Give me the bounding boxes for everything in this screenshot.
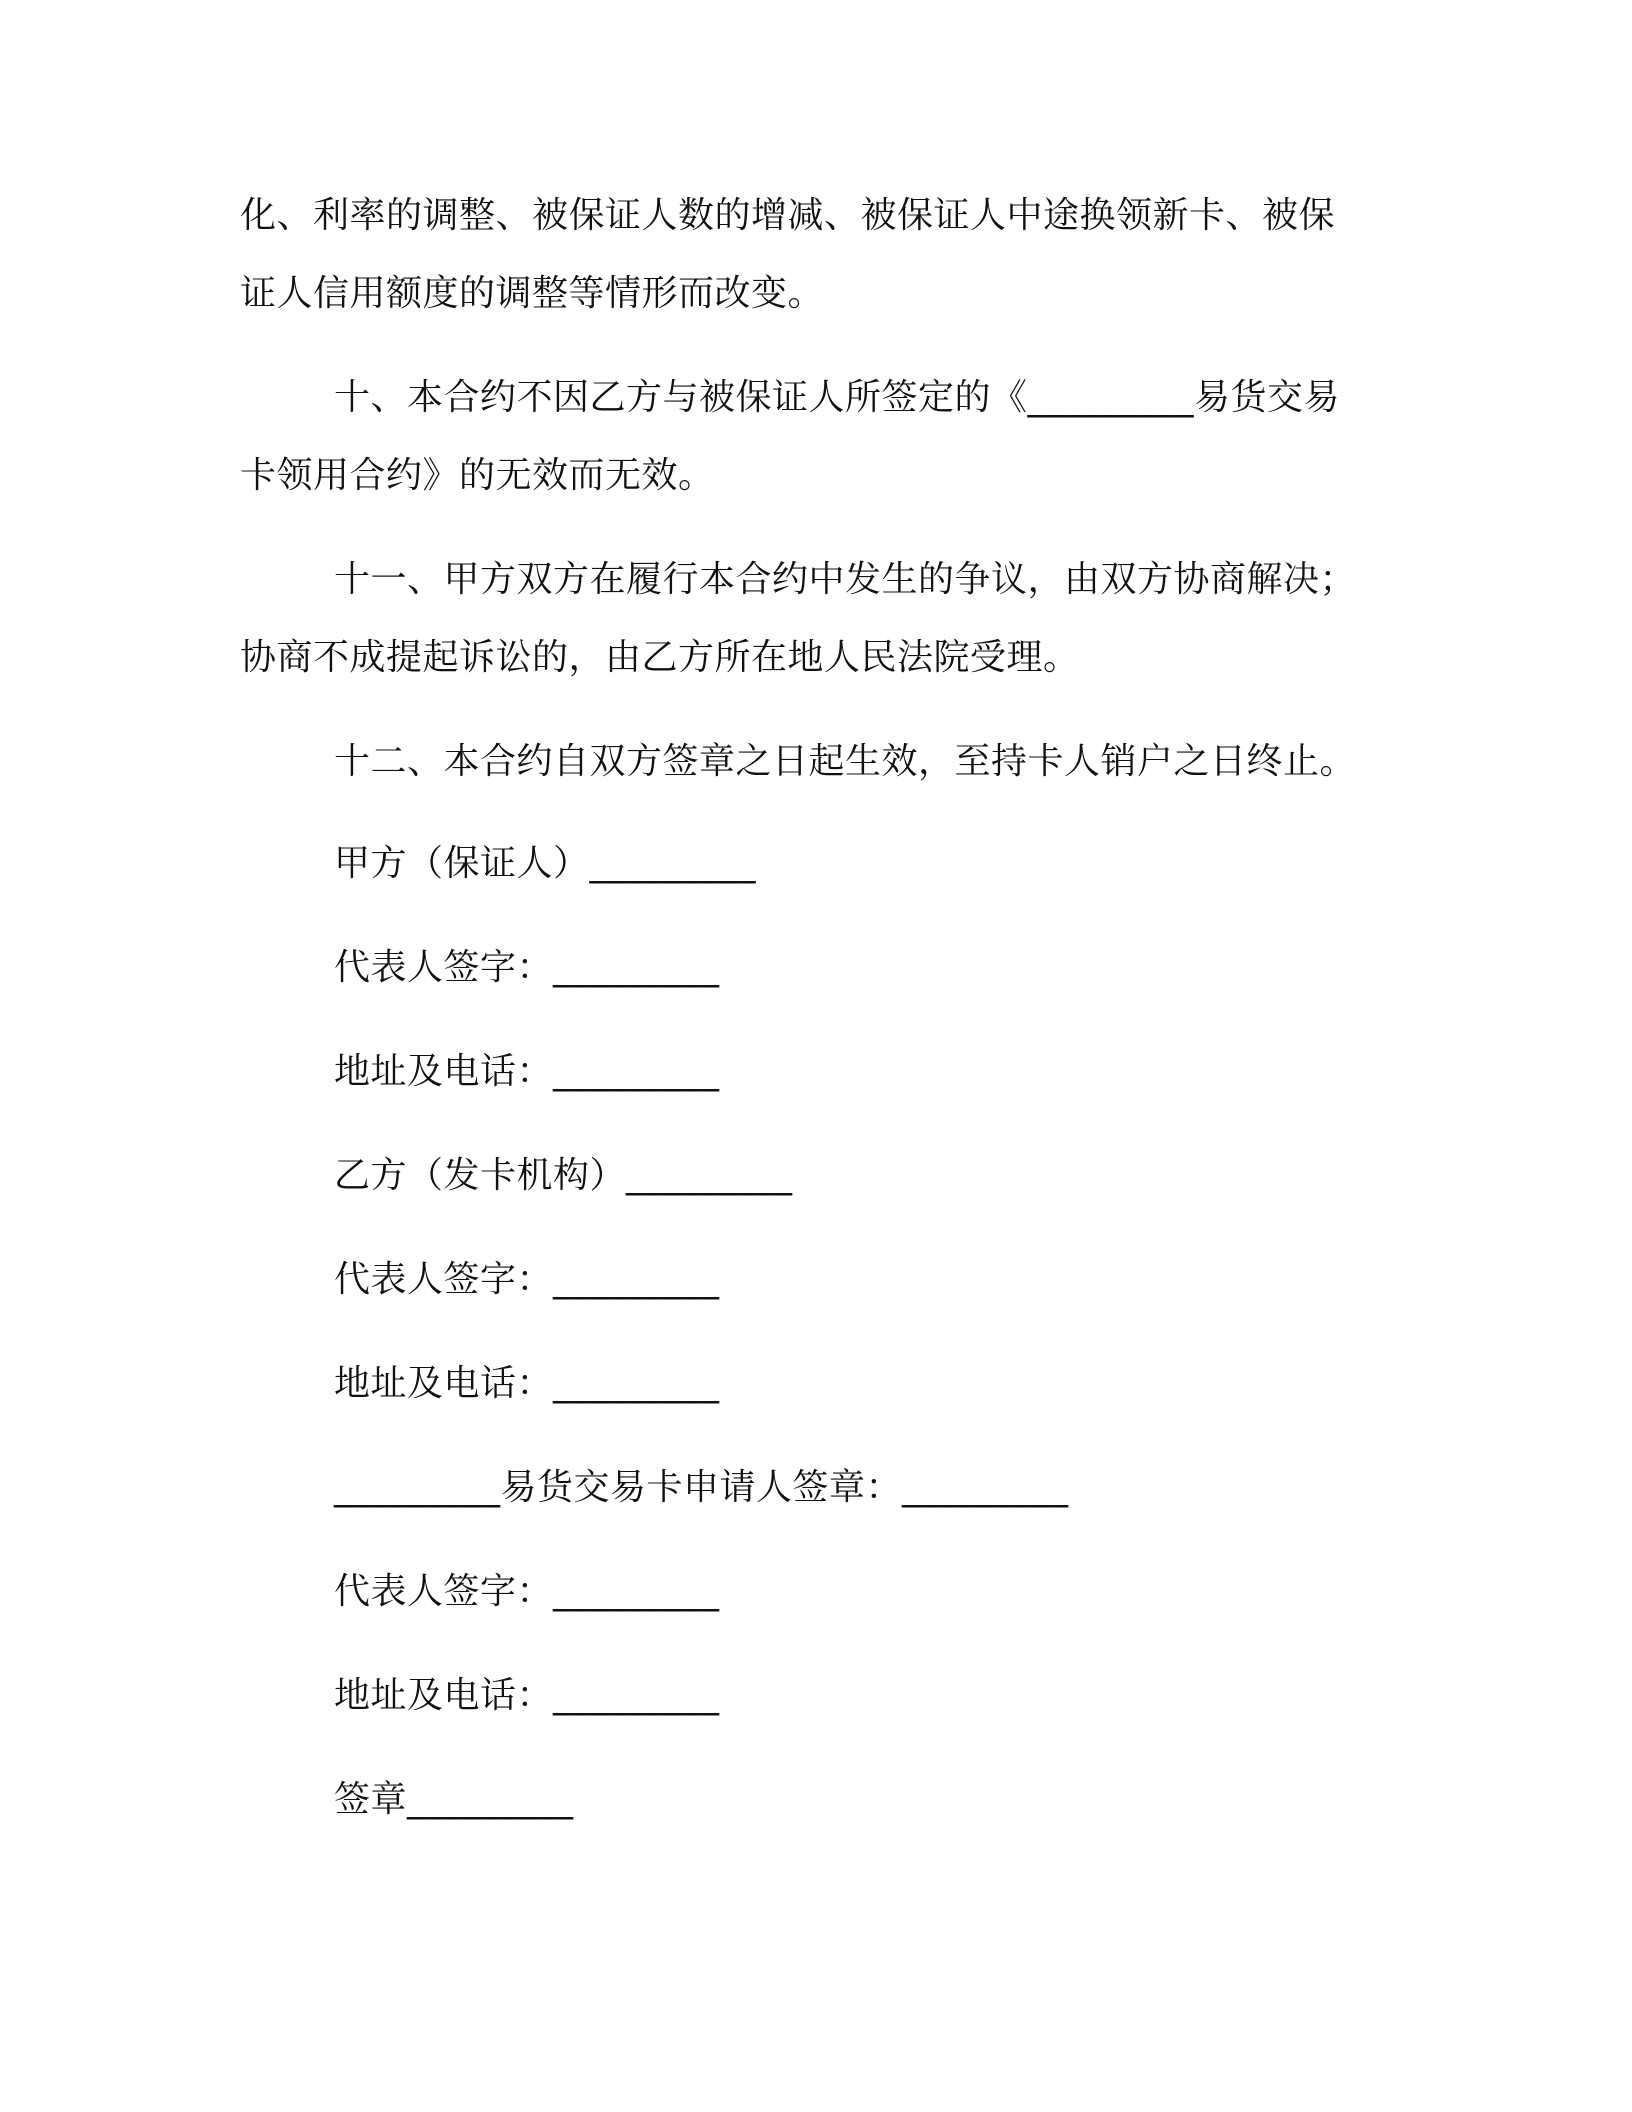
paragraph-11-line-1: 十一、甲方双方在履行本合约中发生的争议，由双方协商解决；	[334, 559, 1357, 600]
paragraph-12-line-1: 十二、本合约自双方签章之日起生效，至持卡人销户之日终止。	[334, 741, 1357, 782]
party-a-address-field: 地址及电话：_________	[334, 1051, 720, 1092]
party-a-field: 甲方（保证人）_________	[334, 843, 757, 884]
paragraph-10-line-2: 卡领用合约》的无效而无效。	[240, 455, 715, 496]
party-b-address-field: 地址及电话：_________	[334, 1363, 720, 1404]
applicant-address-field: 地址及电话：_________	[334, 1675, 720, 1716]
party-a-representative-field: 代表人签字：_________	[334, 947, 720, 988]
paragraph-9-line-2: 证人信用额度的调整等情形而改变。	[240, 273, 825, 314]
applicant-seal-field: _________易货交易卡申请人签章：_________	[334, 1467, 1069, 1508]
party-b-representative-field: 代表人签字：_________	[334, 1259, 720, 1300]
paragraph-11-line-2: 协商不成提起诉讼的，由乙方所在地人民法院受理。	[240, 637, 1080, 678]
paragraph-9-line-1: 化、利率的调整、被保证人数的增减、被保证人中途换领新卡、被保	[240, 195, 1336, 236]
party-b-field: 乙方（发卡机构）_________	[334, 1155, 793, 1196]
applicant-representative-field: 代表人签字：_________	[334, 1571, 720, 1612]
seal-field: 签章_________	[334, 1779, 574, 1820]
paragraph-10-line-1: 十、本合约不因乙方与被保证人所签定的《_________易货交易	[334, 377, 1341, 418]
